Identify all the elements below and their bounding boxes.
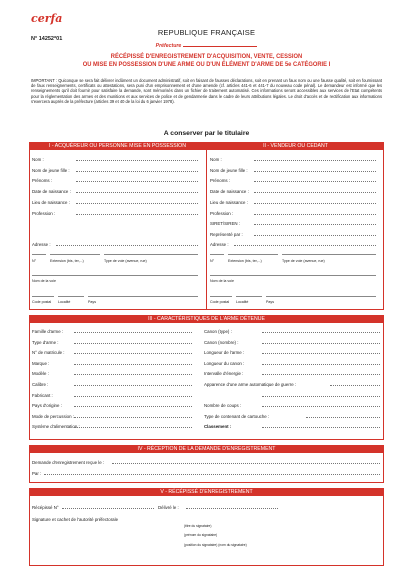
- section2-field-input[interactable]: [254, 160, 376, 161]
- prefecture-label: Préfecture: [155, 43, 182, 49]
- weapon-right-label: Apparence d'une arme automatique de guerre :: [204, 382, 297, 387]
- section1-address-col-label: Type de voie (avenue, rue): [104, 259, 147, 263]
- section2-address-col-label: Extension (bis, ter,...): [228, 259, 262, 263]
- cerfa-logo: cerfa: [31, 12, 63, 25]
- signature-label: Signature et cachet de l'autorité préfectorale: [32, 517, 119, 522]
- weapon-right-label: Canon (nombre) :: [204, 339, 239, 345]
- section1-header: I - ACQUÉREUR OU PERSONNE MISE EN POSSESSION: [29, 142, 206, 150]
- section2-field-label: SIRET/SIREN :: [210, 221, 241, 227]
- section1-field-label: Prénoms :: [32, 178, 53, 184]
- section2-field-input[interactable]: [254, 171, 376, 172]
- issued-date-input[interactable]: [186, 508, 278, 509]
- section2-field-label: Profession :: [210, 210, 234, 216]
- form-title: [50, 53, 364, 70]
- weapon-right-label: Nombre de coups :: [204, 403, 242, 409]
- weapon-left-input[interactable]: [74, 353, 192, 354]
- reception-by-label: Par :: [32, 471, 42, 476]
- weapon-right-label: Longueur du canon :: [204, 360, 245, 366]
- weapon-right-input[interactable]: [330, 385, 380, 386]
- section2-city-input[interactable]: [236, 296, 262, 297]
- section2-country-input[interactable]: [266, 296, 376, 297]
- section1-field-input[interactable]: [76, 203, 198, 204]
- weapon-right-input[interactable]: [262, 374, 380, 375]
- prefecture-input-line[interactable]: [183, 43, 257, 47]
- weapon-left-input[interactable]: [74, 417, 192, 418]
- weapon-right-input[interactable]: [262, 396, 380, 397]
- section2-city-col-label: Pays: [266, 300, 274, 304]
- section2-extension-input[interactable]: [228, 254, 278, 255]
- section2-field-label: Date de naissance :: [210, 189, 249, 195]
- weapon-left-label: Fabricant :: [32, 392, 53, 398]
- weapon-left-label: Marque :: [32, 360, 50, 366]
- important-notice: IMPORTANT : Quiconque se sera fait délivrer indûment un document administratif, soit en faisant de fausses déclarations, soit en prenant un faux nom ou une fausse qualité, soit en fournissant de faux renseignements, certificats ou attestations, sera puni d'un emprisonnement et d'une amende (cf. articles 441-6 et 441-7 du nouveau code pénal). Le demandeur est informé que les renseignements qu'il doit fournir pour satisfaire la demande, sont mémorisés dans un fichier de traitement automatisé. Ces informations seront accessibles aux services de l'Etat compétents pour la réglementation des armes et des munitions et aux services de police et de gendarmerie dans le cadre de leurs attributions légales. Le droit d'accès et de rectification aux informations s'exercera auprès de la préfecture (articles 39 et 40 de la loi du 6 janvier 1978).: [31, 78, 382, 104]
- receipt-number-input[interactable]: [62, 508, 154, 509]
- signatory-line: (titre du signataire): [184, 524, 212, 528]
- weapon-left-label: Système d'alimentation :: [32, 424, 80, 430]
- section1-address-col-label: N°: [32, 259, 37, 263]
- section1-field-label: Nom de jeune fille :: [32, 167, 70, 173]
- signatory-line: (prénom du signataire): [184, 533, 218, 537]
- section4-header: IV - RÉCEPTION DE LA DEMANDE D'ENREGISTREMENT: [29, 445, 384, 453]
- issued-date-label: Délivré le :: [158, 505, 179, 510]
- reception-by-input[interactable]: [44, 474, 380, 475]
- section2-city-col-label: Code postal: [210, 300, 230, 304]
- weapon-left-label: Pays d'origine :: [32, 403, 62, 409]
- section1-address-label: Adresse :: [32, 242, 51, 247]
- weapon-left-input[interactable]: [74, 406, 192, 407]
- weapon-left-label: Type d'arme :: [32, 339, 59, 345]
- weapon-left-input[interactable]: [74, 396, 192, 397]
- section1-city-col-label: Code postal: [32, 300, 52, 304]
- weapon-left-input[interactable]: [74, 374, 192, 375]
- section2-field-label: Représenté par :: [210, 231, 243, 237]
- section2-address-col-label: Type de voie (avenue, rue): [282, 259, 325, 263]
- section1-field-label: Lieu de naissance :: [32, 199, 70, 205]
- weapon-right-input[interactable]: [262, 353, 380, 354]
- form-number: N° 14252*01: [31, 36, 63, 42]
- section1-street-label: Nom de la voie: [32, 279, 56, 283]
- section1-field-input[interactable]: [76, 181, 198, 182]
- prefecture-line: [0, 43, 413, 49]
- section2-number-input[interactable]: [210, 254, 224, 255]
- section1-country-input[interactable]: [88, 296, 198, 297]
- weapon-right-label: Longueur de l'arme :: [204, 350, 245, 356]
- weapon-right-input[interactable]: [306, 417, 380, 418]
- section1-street-type-input[interactable]: [104, 254, 198, 255]
- republic-heading: REPUBLIQUE FRANÇAISE: [157, 28, 256, 37]
- weapon-left-input[interactable]: [74, 427, 192, 428]
- section1-field-input[interactable]: [76, 192, 198, 193]
- section2-field-label: Nom :: [210, 157, 222, 162]
- weapon-right-label: Classement :: [204, 424, 232, 430]
- reception-date-input[interactable]: [112, 463, 380, 464]
- weapon-right-input[interactable]: [262, 406, 380, 407]
- title-line-1: RÉCÉPISSÉ D'ENREGISTREMENT D'ACQUISITION, VENTE, CESSION: [110, 53, 303, 60]
- section1-address-input[interactable]: [56, 245, 198, 246]
- section1-field-label: Nom :: [32, 157, 44, 162]
- reception-date-label: Demande d'enregistrement reçue le :: [32, 460, 105, 465]
- section2-street-label: Nom de la voie: [210, 279, 234, 283]
- column-divider: [206, 142, 207, 310]
- section3-header: III - CARACTÉRISTIQUES DE L'ARME DÉTENUE: [29, 315, 384, 323]
- section1-field-input[interactable]: [76, 171, 198, 172]
- section1-street-name-input[interactable]: [32, 275, 198, 276]
- weapon-right-label: Intervalle d'énergie :: [204, 371, 244, 377]
- signatory-line: (position du signataire) (nom du signataire): [184, 543, 247, 547]
- section1-postcode-input[interactable]: [32, 296, 54, 297]
- weapon-right-input[interactable]: [262, 427, 380, 428]
- weapon-left-label: Mode de percussion :: [32, 413, 74, 419]
- section1-field-input[interactable]: [76, 160, 198, 161]
- section2-field-input[interactable]: [254, 181, 376, 182]
- weapon-right-input[interactable]: [262, 332, 380, 333]
- section2-field-label: Lieu de naissance :: [210, 199, 248, 205]
- weapon-left-label: Modèle :: [32, 371, 49, 377]
- section2-field-input[interactable]: [254, 203, 376, 204]
- weapon-right-input[interactable]: [262, 364, 380, 365]
- section2-street-type-input[interactable]: [282, 254, 376, 255]
- weapon-right-input[interactable]: [262, 343, 380, 344]
- section2-field-label: Prénoms :: [210, 178, 231, 184]
- weapon-left-input[interactable]: [74, 385, 192, 386]
- section1-field-label: Profession :: [32, 210, 56, 216]
- weapon-left-input[interactable]: [74, 343, 192, 344]
- section1-number-input[interactable]: [32, 254, 46, 255]
- weapon-left-input[interactable]: [74, 364, 192, 365]
- keep-label: A conserver par le titulaire: [163, 130, 250, 137]
- section1-field-label: Date de naissance :: [32, 189, 71, 195]
- weapon-left-label: Famille d'arme :: [32, 329, 64, 334]
- section2-field-label: Nom de jeune fille :: [210, 167, 248, 173]
- section2-address-label: Adresse :: [210, 242, 229, 247]
- section1-city-input[interactable]: [58, 296, 84, 297]
- section2-field-input[interactable]: [254, 192, 376, 193]
- section2-field-input[interactable]: [254, 214, 376, 215]
- section1-address-col-label: Extension (bis, ter,...): [50, 259, 84, 263]
- section2-address-col-label: N°: [210, 259, 215, 263]
- weapon-right-label: Type de contenant de cartouche :: [204, 413, 270, 419]
- section2-address-input[interactable]: [234, 245, 376, 246]
- weapon-right-label: Canon (type) :: [204, 329, 232, 334]
- section2-postcode-input[interactable]: [210, 296, 232, 297]
- section1-extension-input[interactable]: [50, 254, 100, 255]
- section1-city-col-label: Pays: [88, 300, 96, 304]
- weapon-left-label: N° de matricule :: [32, 350, 65, 356]
- section2-field-input[interactable]: [254, 224, 376, 225]
- weapon-left-input[interactable]: [74, 332, 192, 333]
- section2-field-input[interactable]: [254, 235, 376, 236]
- weapon-left-label: Calibre :: [32, 382, 49, 387]
- section1-field-input[interactable]: [76, 214, 198, 215]
- section2-street-name-input[interactable]: [210, 275, 376, 276]
- receipt-number-label: Récépissé N°: [32, 505, 59, 510]
- section2-header: II - VENDEUR OU CEDANT: [207, 142, 384, 150]
- section2-city-col-label: Localité: [236, 300, 249, 304]
- section5-header: V - RÉCÉPISSÉ D'ENREGISTREMENT: [29, 488, 384, 496]
- title-line-2: OU MISE EN POSSESSION D'UNE ARME OU D'UN ÉLÉMENT D'ARME DE 5e CATÉGORIE I: [82, 61, 331, 69]
- section1-city-col-label: Localité: [58, 300, 71, 304]
